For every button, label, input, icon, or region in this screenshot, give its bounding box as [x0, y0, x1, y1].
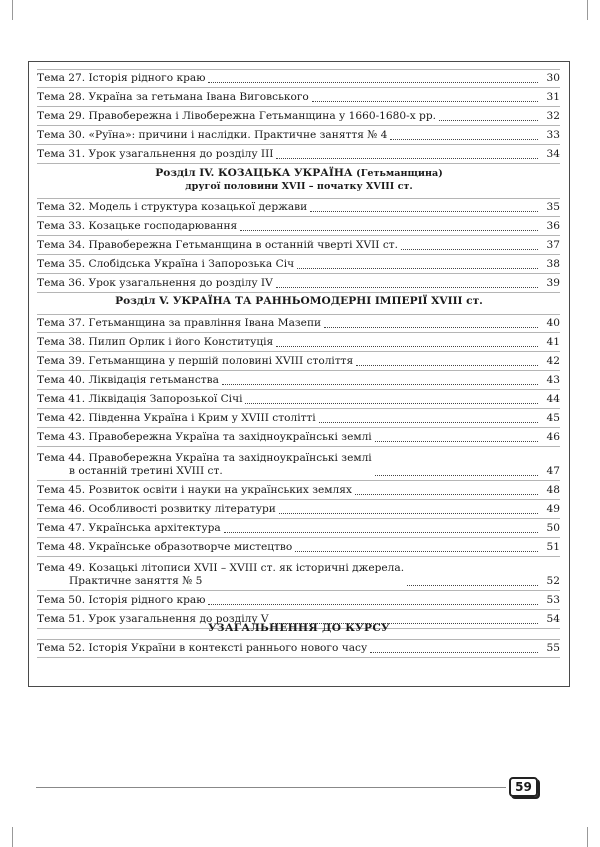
toc-entry[interactable] — [37, 481, 560, 500]
toc-entry-title — [37, 452, 372, 478]
dot-leader — [375, 474, 538, 476]
toc-entry[interactable] — [37, 255, 560, 274]
toc-entry-page: 30 — [546, 72, 560, 84]
toc-entry-title: Тема 29. Правобережна і Лівобережна Гетьманщина у 1660-1680-х рр. — [37, 110, 436, 122]
dot-leader — [439, 119, 538, 121]
toc-list-section-4 — [37, 198, 560, 293]
toc-entry[interactable] — [37, 145, 560, 164]
dot-leader — [370, 651, 538, 653]
toc-entry[interactable] — [37, 274, 560, 293]
toc-entry[interactable] — [37, 538, 560, 557]
toc-entry[interactable] — [37, 639, 560, 658]
toc-entry[interactable] — [37, 428, 560, 447]
toc-entry-title: Тема 36. Урок узагальнення до розділу IV — [37, 277, 273, 289]
toc-entry-title: Тема 46. Особливості розвитку літератури — [37, 503, 276, 515]
toc-entry[interactable] — [37, 126, 560, 145]
toc-entry[interactable] — [37, 217, 560, 236]
toc-entry-title: Тема 43. Правобережна Україна та західноукраїнські землі — [37, 431, 372, 443]
section-title-line2: другої половини XVII – початку XVIII ст. — [185, 181, 413, 192]
toc-entry[interactable] — [37, 557, 560, 591]
toc-entry-title: Тема 48. Українське образотворче мистецтво — [37, 541, 293, 553]
toc-entry-page: 50 — [546, 522, 560, 534]
toc-entry-title: Тема 31. Урок узагальнення до розділу ІІІ — [37, 148, 274, 160]
section-title: УЗАГАЛЬНЕННЯ ДО КУРСУ — [208, 622, 390, 634]
toc-entry-title: Тема 30. «Руїна»: причини і наслідки. Практичне заняття № 4 — [37, 129, 388, 141]
dot-leader — [401, 248, 538, 250]
footer-rule — [36, 787, 506, 788]
dot-leader — [222, 383, 538, 385]
toc-entry-page: 49 — [546, 503, 560, 515]
toc-entry-title: Тема 33. Козацьке господарювання — [37, 220, 238, 232]
toc-entry-title: Тема 32. Модель і структура козацької держави — [37, 201, 308, 213]
dot-leader — [245, 402, 538, 404]
dot-leader — [310, 210, 538, 212]
toc-entry-page: 32 — [546, 110, 560, 122]
toc-entry[interactable] — [37, 447, 560, 481]
dot-leader — [375, 440, 538, 442]
toc-entry-title: Тема 37. Гетьманщина за правління Івана Мазепи — [37, 317, 322, 329]
toc-entry-page: 44 — [546, 393, 560, 405]
crop-mark — [12, 0, 13, 20]
toc-entry-page: 36 — [546, 220, 560, 232]
toc-entry[interactable] — [37, 107, 560, 126]
toc-entry-title: Тема 52. Історія України в контексті раннього нового часу — [37, 642, 368, 654]
dot-leader — [297, 267, 538, 269]
dot-leader — [295, 550, 538, 552]
toc-entry-title: Тема 42. Південна Україна і Крим у XVIII столітті — [37, 412, 316, 424]
toc-entry-title: Тема 47. Українська архітектура — [37, 522, 221, 534]
section-heading-4 — [39, 167, 559, 193]
toc-entry[interactable] — [37, 88, 560, 107]
toc-entry[interactable] — [37, 69, 560, 88]
toc-entry-page: 41 — [546, 336, 560, 348]
toc-entry-page: 51 — [546, 541, 560, 553]
dot-leader — [356, 364, 538, 366]
toc-entry-page: 53 — [546, 594, 560, 606]
toc-entry-page: 55 — [546, 642, 560, 654]
toc-entry-title: Тема 40. Ліквідація гетьманства — [37, 374, 219, 386]
section-title: Розділ IV. КОЗАЦЬКА УКРАЇНА — [155, 167, 353, 179]
dot-leader — [390, 138, 538, 140]
dot-leader — [355, 493, 538, 495]
toc-entry[interactable] — [37, 591, 560, 610]
toc-entry-page: 52 — [546, 575, 560, 587]
toc-entry[interactable] — [37, 314, 560, 333]
toc-entry[interactable] — [37, 390, 560, 409]
toc-entry-page: 35 — [546, 201, 560, 213]
section-heading-5 — [39, 295, 559, 308]
dot-leader — [240, 229, 538, 231]
toc-entry-title-line2: Практичне заняття № 5 — [69, 575, 203, 587]
toc-entry-title-line2: в останній третині XVIII ст. — [69, 465, 223, 477]
toc-entry[interactable] — [37, 371, 560, 390]
dot-leader — [324, 326, 538, 328]
crop-mark — [587, 827, 588, 847]
toc-entry-title-line1: Тема 44. Правобережна Україна та західноукраїнські землі — [37, 452, 372, 464]
crop-mark — [12, 827, 13, 847]
toc-entry-page: 37 — [546, 239, 560, 251]
toc-entry-title: Тема 51. Урок узагальнення до розділу V — [37, 613, 269, 625]
toc-entry-page: 38 — [546, 258, 560, 270]
toc-list-section-3 — [37, 69, 560, 164]
toc-entry-title: Тема 27. Історія рідного краю — [37, 72, 206, 84]
dot-leader — [224, 531, 538, 533]
toc-entry-title-line1: Тема 49. Козацькі літописи XVII – XVIII ст. як історичні джерела. — [37, 562, 405, 574]
toc-entry-title: Тема 39. Гетьманщина у першій половині XVIII століття — [37, 355, 354, 367]
toc-entry-title — [37, 562, 404, 588]
toc-entry-title: Тема 50. Історія рідного краю — [37, 594, 206, 606]
toc-entry-page: 31 — [546, 91, 560, 103]
toc-entry-page: 48 — [546, 484, 560, 496]
toc-entry[interactable] — [37, 333, 560, 352]
toc-frame — [28, 61, 570, 687]
dot-leader — [208, 81, 538, 83]
dot-leader — [276, 286, 538, 288]
dot-leader — [407, 584, 538, 586]
toc-entry[interactable] — [37, 519, 560, 538]
toc-entry-title: Тема 41. Ліквідація Запорозької Січі — [37, 393, 243, 405]
toc-entry-page: 47 — [546, 465, 560, 477]
toc-entry-title: Тема 28. Україна за гетьмана Івана Виговського — [37, 91, 309, 103]
section-heading-summary — [39, 622, 559, 635]
toc-entry-page: 46 — [546, 431, 560, 443]
toc-entry-title: Тема 34. Правобережна Гетьманщина в останній чверті XVII ст. — [37, 239, 399, 251]
dot-leader — [276, 345, 538, 347]
toc-entry-page: 45 — [546, 412, 560, 424]
toc-entry[interactable] — [37, 198, 560, 217]
toc-entry[interactable] — [37, 409, 560, 428]
section-title-note: (Гетьманщина) — [356, 168, 443, 179]
toc-entry-title: Тема 35. Слобідська Україна і Запорозька Січ — [37, 258, 295, 270]
toc-list-summary — [37, 639, 560, 658]
toc-entry-page: 40 — [546, 317, 560, 329]
toc-entry-page: 54 — [546, 613, 560, 625]
dot-leader — [319, 421, 538, 423]
crop-mark — [587, 0, 588, 20]
toc-entry-page: 43 — [546, 374, 560, 386]
toc-entry[interactable] — [37, 500, 560, 519]
dot-leader — [279, 512, 538, 514]
toc-entry-page: 42 — [546, 355, 560, 367]
dot-leader — [312, 100, 538, 102]
dot-leader — [276, 157, 538, 159]
page-number-badge: 59 — [509, 777, 538, 797]
toc-entry-title: Тема 38. Пилип Орлик і його Конституція — [37, 336, 274, 348]
toc-entry-page: 33 — [546, 129, 560, 141]
toc-entry[interactable] — [37, 236, 560, 255]
section-title: Розділ V. УКРАЇНА ТА РАННЬОМОДЕРНІ ІМПЕРІЇ XVIII ст. — [115, 295, 483, 307]
toc-list-section-5 — [37, 314, 560, 629]
toc-entry-page: 39 — [546, 277, 560, 289]
toc-entry[interactable] — [37, 352, 560, 371]
toc-entry-page: 34 — [546, 148, 560, 160]
dot-leader — [208, 603, 538, 605]
toc-entry-title: Тема 45. Розвиток освіти і науки на українських землях — [37, 484, 352, 496]
